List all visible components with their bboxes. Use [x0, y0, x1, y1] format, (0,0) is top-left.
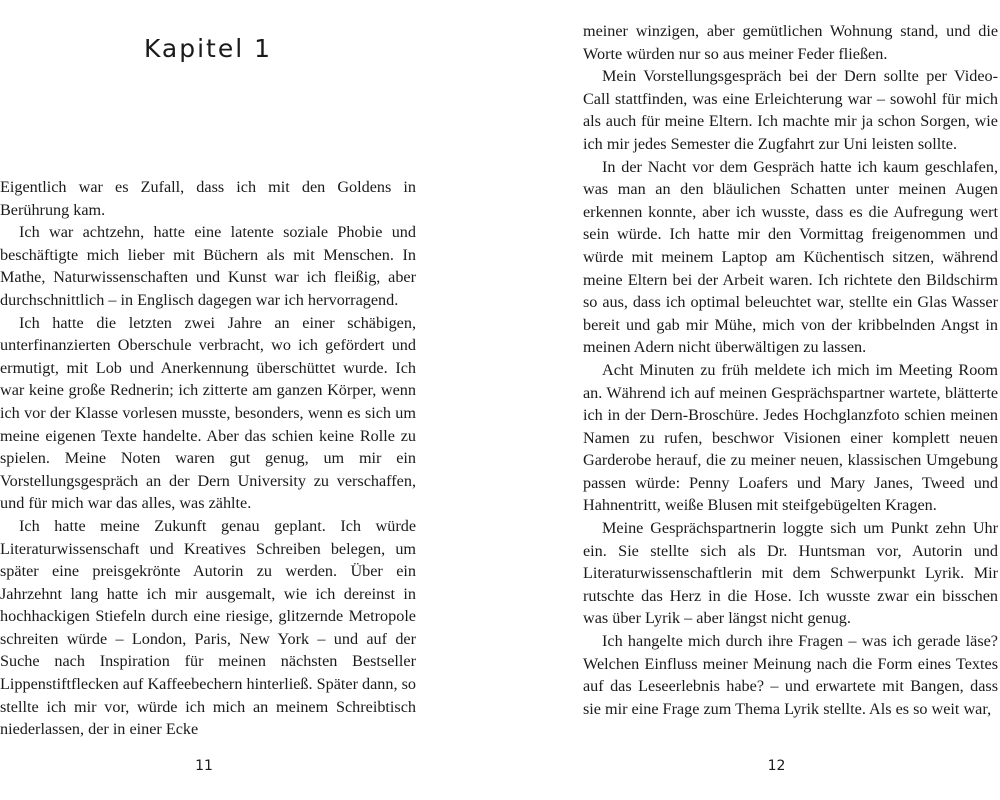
paragraph: Ich war achtzehn, hatte eine latente soziale Phobie und beschäftigte mich lieber mit Büchern als mit Menschen. In Mathe, Naturwissenschaften und Kunst war ich fleißig, aber durchschnittlich – in Englisch dagegen war ich hervorragend.	[0, 223, 416, 309]
paragraph: Eigentlich war es Zufall, dass ich mit den Goldens in Berührung kam.	[0, 178, 416, 219]
paragraph: meiner winzigen, aber gemütlichen Wohnung stand, und die Worte würden nur so aus meiner Feder fließen.	[583, 22, 998, 63]
page-number: 11	[195, 758, 213, 774]
right-page	[583, 0, 998, 800]
left-page	[0, 0, 416, 800]
paragraph: Ich hatte meine Zukunft genau geplant. Ich würde Literaturwissenschaft und Kreatives Schreiben belegen, um später eine preisgekrönte Autorin zu werden. Über ein Jahrzehnt lang hatte ich mir ausgemalt, wie ich dereinst in hochhackigen Stiefeln durch eine riesige, glitzernde Metropole schreiten würde – London, Paris, New York – und auf der Suche nach Inspiration für meinen nächsten Bestseller Lippenstiftflecken auf Kaffeebechern hinterließ. Später dann, so stellte ich mir vor, würde ich mich an meinem Schreibtisch niederlassen, der in einer Ecke	[0, 516, 416, 739]
paragraph: In der Nacht vor dem Gespräch hatte ich kaum geschlafen, was man an den bläulichen Schatten unter meinen Augen erkennen konnte, aber ich wusste, dass es die Aufregung wert sein würde. Ich hatte mir den Vormittag freigenommen und würde mit meinem Laptop am Küchentisch sitzen, während meine Eltern bei der Arbeit waren. Ich richtete den Bildschirm so aus, dass ich optimal beleuchtet war, stellte ein Glas Wasser bereit und gab mir Mühe, mich von der kribbelnden Angst in meinen Adern nicht überwältigen zu lassen.	[583, 157, 998, 357]
paragraph: Meine Gesprächspartnerin loggte sich um Punkt zehn Uhr ein. Sie stellte sich als Dr. Huntsman vor, Autorin und Literaturwissenschaftlerin mit dem Schwerpunkt Lyrik. Mir rutschte das Herz in die Hose. Ich wusste zwar ein bisschen was über Lyrik – aber längst nicht genug.	[583, 519, 998, 628]
paragraph: Ich hatte die letzten zwei Jahre an einer schäbigen, unterfinanzierten Oberschule verbracht, wo ich gefördert und ermutigt, mit Lob und Anerkennung überschüttet wurde. Ich war keine große Rednerin; ich zitterte am ganzen Körper, wenn ich vor der Klasse vorlesen musste, besonders, wenn es sich um meine eigenen Texte handelte. Aber das schien keine Rolle zu spielen. Meine Noten waren gut genug, um mir ein Vorstellungsgespräch an der Dern University zu verschaffen, und für mich war das alles, was zählte.	[0, 313, 416, 513]
paragraph: Mein Vorstellungsgespräch bei der Dern sollte per Video-Call stattfinden, was eine Erleichterung war – sowohl für mich als auch für meine Eltern. Ich machte mir ja schon Sorgen, wie ich mir jedes Semester die Zugfahrt zur Uni leisten sollte.	[583, 67, 998, 153]
paragraph: Ich hangelte mich durch ihre Fragen – was ich gerade läse? Welchen Einfluss meiner Meinung nach die Form eines Textes auf das Leseerlebnis habe? – und erwartete mit Bangen, dass sie mir eine Frage zum Thema Lyrik stellte. Als es so weit war,	[583, 632, 998, 718]
left-page-body	[0, 176, 416, 741]
right-page-body	[583, 20, 998, 720]
chapter-title: Kapitel 1	[143, 34, 273, 63]
paragraph: Acht Minuten zu früh meldete ich mich im Meeting Room an. Während ich auf meinen Gesprächspartner wartete, blätterte ich in der Dern-Broschüre. Jedes Hochglanzfoto schien meinen Namen zu rufen, beschwor Visionen einer komplett neuen Garderobe herauf, die zu meiner neuen, klassischen Umgebung passen würde: Penny Loafers und Mary Janes, Tweed und Hahnentritt, weiße Blusen mit steifgebügelten Kragen.	[583, 360, 998, 515]
page-number: 12	[767, 758, 786, 774]
